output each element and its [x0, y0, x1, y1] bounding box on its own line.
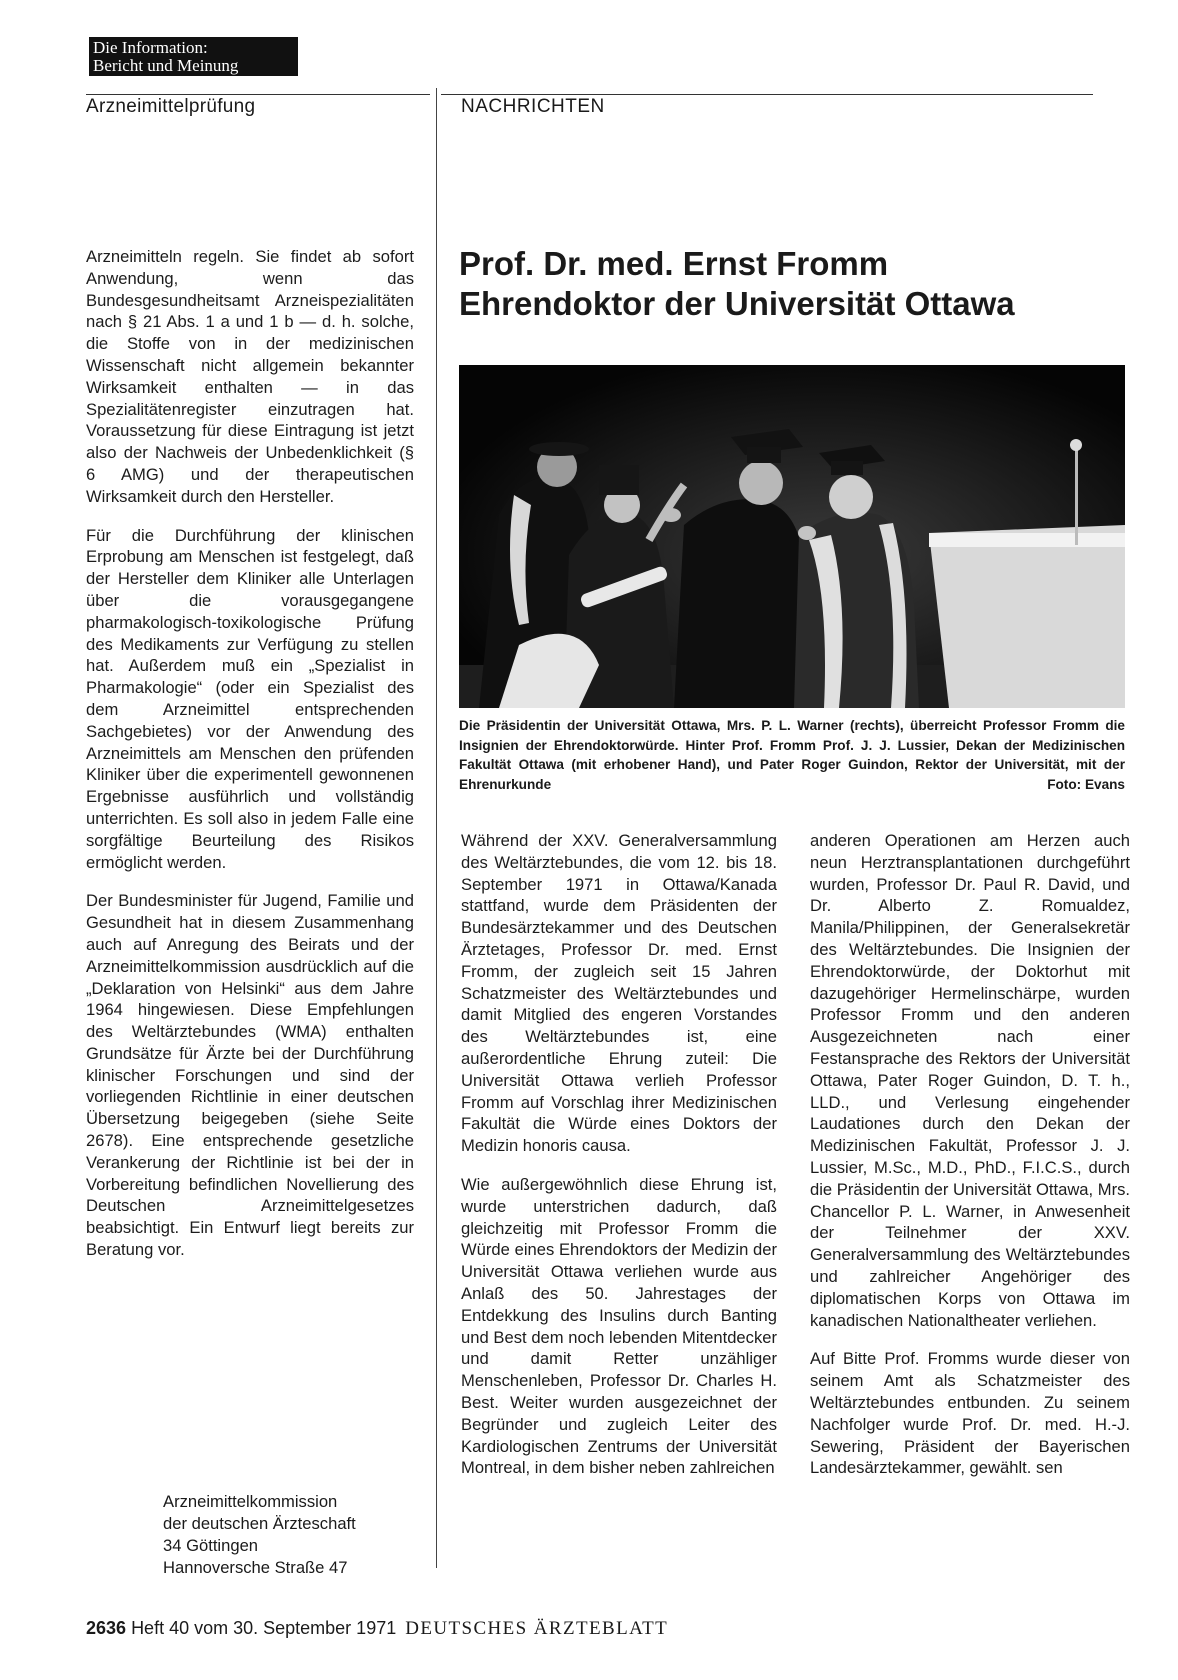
paragraph: Auf Bitte Prof. Fromms wurde dieser von seinem Amt als Schatzmeister des Weltärztebundes entbunden. Zu seinem Nachfolger wurde Prof. Dr. med. H.-J. Sewering, Präsident der Bayerischen Landesärztekammer, gewählt. sen	[810, 1349, 1130, 1478]
ceremony-photo-graphic	[459, 365, 1125, 708]
left-column	[86, 246, 414, 1278]
signature-line: Arzneimittelkommission	[163, 1492, 338, 1511]
signature-line: 34 Göttingen	[163, 1536, 259, 1555]
signature-line: der deutschen Ärzteschaft	[163, 1514, 356, 1533]
badge-line-2: Bericht und Meinung	[93, 56, 239, 75]
paragraph: Der Bundesminister für Jugend, Familie und Gesundheit hat in diesem Zusammenhang auch auf Anregung des Beirats und der Arzneimittelkommission ausdrücklich auf die „Deklaration von Helsinki“ aus dem Jahre 1964 hingewiesen. Diese Empfehlungen des Weltärztebundes (WMA) enthalten Grundsätze für Ärzte bei der Durchführung klinischer Forschungen und sind der vorliegenden Richtlinie in einer deutschen Übersetzung beigegeben (siehe Seite 2678). Eine entsprechende gesetzliche Verankerung der Richtlinie ist bei der in Vorbereitung befindlichen Novellierung des Deutschen Arzneimittelgesetzes beabsichtigt. Ein Entwurf liegt bereits zur Beratung vor.	[86, 891, 414, 1260]
article-column-right	[810, 830, 1130, 1496]
magazine-title: DEUTSCHES ÄRZTEBLATT	[405, 1618, 669, 1639]
article-column-middle	[461, 830, 777, 1496]
header-rule-right	[441, 94, 1093, 95]
section-title-right: NACHRICHTEN	[461, 96, 605, 117]
ceremony-photo	[459, 365, 1125, 708]
headline-line-1: Prof. Dr. med. Ernst Fromm	[459, 245, 889, 282]
page-number: 2636	[86, 1618, 127, 1638]
paragraph: Während der XXV. Generalversammlung des Weltärztebundes, die vom 12. bis 18. September 1971 in Ottawa/Kanada stattfand, wurde dem Präsidenten der Bundesärztekammer und des Deutschen Ärztetages, Professor Dr. med. Ernst Fromm, der zugleich seit 15 Jahren Schatzmeister des Weltärztebundes und damit Mitglied des engeren Vorstandes des Weltärztebundes ist, eine außerordentliche Ehrung zuteil: Die Universität Ottawa verlieh Professor Fromm auf Vorschlag ihrer Medizinischen Fakultät die Würde eines Doktors der Medizin honoris causa.	[461, 831, 777, 1156]
signature-line: Hannoversche Straße 47	[163, 1558, 348, 1577]
paragraph: Wie außergewöhnlich diese Ehrung ist, wurde unterstrichen dadurch, daß gleichzeitig mit Professor Fromm die Würde eines Ehrendoktors der Medizin der Universität Ottawa verliehen wurde aus Anlaß des 50. Jahrestages der Entdekkung des Insulins durch Banting und Best dem noch lebenden Mitentdecker und damit Retter unzähliger Menschenleben, Professor Dr. Charles H. Best. Weiter wurden ausgezeichnet der Begründer und zugleich Leiter des Kardiologischen Zentrums der Universität Montreal, in dem bisher neben zahlreichen	[461, 1174, 777, 1478]
section-badge	[89, 37, 298, 76]
column-divider	[436, 88, 437, 1568]
paragraph: Arzneimitteln regeln. Sie findet ab sofort Anwendung, wenn das Bundesgesundheitsamt Arzneispezialitäten nach § 21 Abs. 1 a und 1 b — d. h. solche, die Stoffe von in der medizinischen Wissenschaft nicht allgemein bekannter Wirksamkeit enthalten — in das Spezialitätenregister einzutragen hat. Voraussetzung für diese Eintragung ist jetzt also der Nachweis der Unbedenklichkeit (§ 6 AMG) und der therapeutischen Wirksamkeit durch den Hersteller.	[86, 247, 414, 506]
paragraph: Für die Durchführung der klinischen Erprobung am Menschen ist festgelegt, daß der Hersteller dem Kliniker alle Unterlagen über die vorausgegangene pharmakologisch-toxikologische Prüfung des Medikaments zur Verfügung zu stellen hat. Außerdem muß ein „Spezialist in Pharmakologie“ (oder ein Spezialist des dem Arzneimittel entsprechenden Sachgebietes) vor der Anwendung des Arzneimittels am Menschen den prüfenden Kliniker über die experimentell gewonnenen Ergebnisse ausführlich und vollständig unterrichten. Es soll also in jedem Falle eine sorgfältige Beurteilung des Risikos ermöglicht werden.	[86, 525, 414, 872]
signature-block	[163, 1491, 356, 1579]
caption-text: Die Präsidentin der Universität Ottawa, Mrs. P. L. Warner (rechts), überreicht Professor Fromm die Insignien der Ehrendoktorwürde. Hinter Prof. Fromm Prof. J. J. Lussier, Dekan der Medizinischen Fakultät Ottawa (mit erhobener Hand), und Pater Roger Guindon, Rektor der Universität, mit der Ehrenurkunde	[459, 718, 1125, 792]
section-title-left: Arzneimittelprüfung	[86, 96, 256, 117]
header-rule-left	[86, 94, 430, 95]
issue-info: Heft 40 vom 30. September 1971	[131, 1618, 397, 1638]
article-headline	[459, 244, 1099, 324]
badge-line-1: Die Information:	[93, 38, 208, 57]
paragraph: anderen Operationen am Herzen auch neun Herztransplantationen durchgeführt wurden, Professor Dr. Paul R. David, und Dr. Alberto Z. Romualdez, Manila/Philippinen, der Generalsekretär des Weltärztebundes. Die Insignien der Ehrendoktorwürde, der Doktorhut mit dazugehöriger Hermelinschärpe, wurden Professor Fromm und den anderen Ausgezeichneten nach einer Festansprache des Rektors der Universität Ottawa, Pater Roger Guindon, D. T. h., LLD., und Verlesung eingehender Laudationes durch den Dekan der Medizinischen Fakultät, Professor J. J. Lussier, M.Sc., M.D., PhD., F.I.C.S., durch die Präsidentin der Universität Ottawa, Mrs. Chancellor P. L. Warner, in Anwesenheit der Teilnehmer der XXV. Generalversammlung des Weltärztebundes und zahlreicher Angehöriger des diplomatischen Korps von Ottawa im kanadischen Nationaltheater verliehen.	[810, 831, 1131, 1330]
headline-line-2: Ehrendoktor der Universität Ottawa	[459, 285, 1015, 322]
photo-caption	[459, 716, 1125, 794]
page-footer	[86, 1618, 668, 1640]
photo-credit: Foto: Evans	[1047, 776, 1125, 792]
